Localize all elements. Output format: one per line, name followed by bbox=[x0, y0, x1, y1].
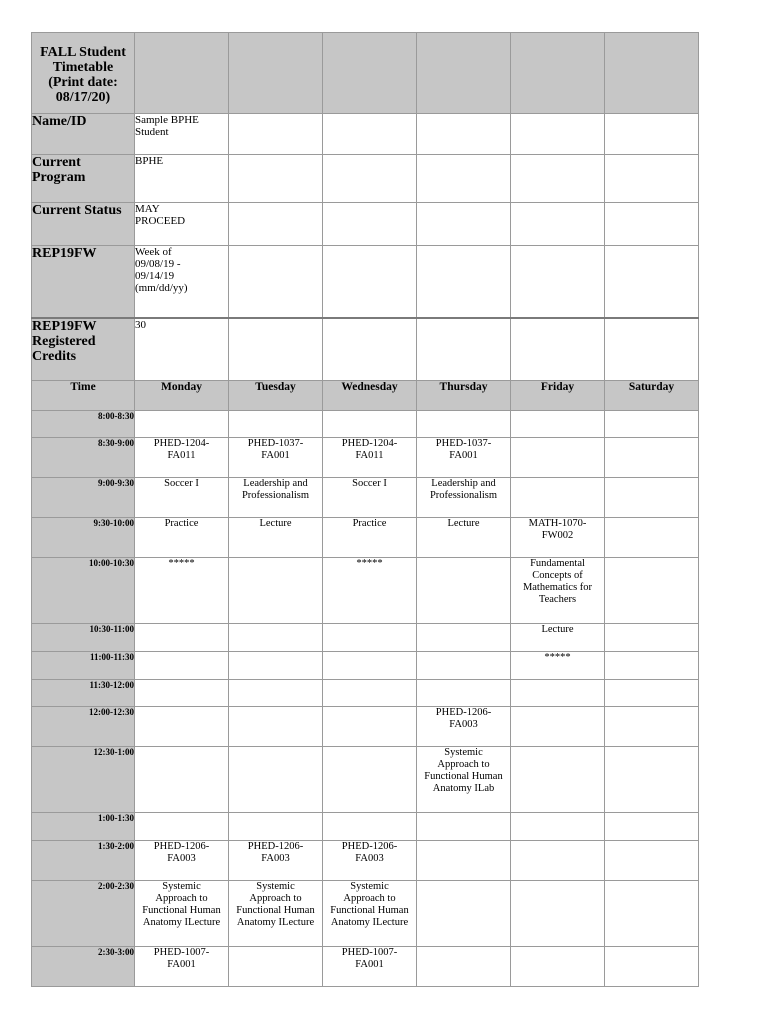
time-slot-row bbox=[32, 707, 699, 747]
name-id-value: Sample BPHE Student bbox=[135, 114, 229, 155]
class-cell-thursday bbox=[417, 652, 511, 680]
registered-credits-value: 30 bbox=[135, 318, 229, 381]
current-program-label: Current Program bbox=[32, 155, 135, 203]
class-cell-thursday bbox=[417, 947, 511, 987]
class-cell-monday bbox=[135, 624, 229, 652]
class-cell-tuesday: Lecture bbox=[229, 518, 323, 558]
time-slot-row bbox=[32, 680, 699, 707]
class-cell-wednesday bbox=[323, 680, 417, 707]
current-status-label: Current Status bbox=[32, 203, 135, 246]
class-cell-friday: Fundamental Concepts of Mathematics for Teachers bbox=[511, 558, 605, 624]
day-header-saturday: Saturday bbox=[605, 381, 699, 411]
class-cell-friday bbox=[511, 747, 605, 813]
class-cell-wednesday: Practice bbox=[323, 518, 417, 558]
class-cell-wednesday bbox=[323, 747, 417, 813]
time-slot-row bbox=[32, 478, 699, 518]
class-cell-tuesday bbox=[229, 947, 323, 987]
class-cell-friday bbox=[511, 881, 605, 947]
class-cell-wednesday: ***** bbox=[323, 558, 417, 624]
time-slot-label: 9:00-9:30 bbox=[32, 478, 135, 518]
class-cell-friday bbox=[511, 813, 605, 841]
class-cell-saturday bbox=[605, 411, 699, 438]
time-slot-row bbox=[32, 558, 699, 624]
class-cell-wednesday: Soccer I bbox=[323, 478, 417, 518]
class-cell-thursday bbox=[417, 680, 511, 707]
info-row-status bbox=[32, 203, 699, 246]
current-status-value: MAY PROCEED bbox=[135, 203, 229, 246]
day-header-wednesday: Wednesday bbox=[323, 381, 417, 411]
class-cell-tuesday bbox=[229, 652, 323, 680]
day-header-row bbox=[32, 381, 699, 411]
class-cell-tuesday: Systemic Approach to Functional Human Anatomy ILecture bbox=[229, 881, 323, 947]
time-slot-label: 10:30-11:00 bbox=[32, 624, 135, 652]
time-slot-label: 8:30-9:00 bbox=[32, 438, 135, 478]
class-cell-tuesday bbox=[229, 747, 323, 813]
header-blank bbox=[511, 33, 605, 114]
class-cell-saturday bbox=[605, 478, 699, 518]
class-cell-tuesday bbox=[229, 707, 323, 747]
info-row-week bbox=[32, 246, 699, 318]
class-cell-wednesday: PHED-1007- FA001 bbox=[323, 947, 417, 987]
name-id-label: Name/ID bbox=[32, 114, 135, 155]
day-header-tuesday: Tuesday bbox=[229, 381, 323, 411]
header-blank bbox=[229, 33, 323, 114]
class-cell-saturday bbox=[605, 652, 699, 680]
class-cell-saturday bbox=[605, 680, 699, 707]
class-cell-monday: PHED-1206- FA003 bbox=[135, 841, 229, 881]
time-slot-label: 9:30-10:00 bbox=[32, 518, 135, 558]
class-cell-saturday bbox=[605, 518, 699, 558]
class-cell-monday bbox=[135, 707, 229, 747]
time-slot-label: 12:00-12:30 bbox=[32, 707, 135, 747]
class-cell-monday: PHED-1204- FA011 bbox=[135, 438, 229, 478]
time-slot-label: 12:30-1:00 bbox=[32, 747, 135, 813]
class-cell-saturday bbox=[605, 947, 699, 987]
time-slot-label: 11:00-11:30 bbox=[32, 652, 135, 680]
time-slot-label: 2:30-3:00 bbox=[32, 947, 135, 987]
class-cell-saturday bbox=[605, 707, 699, 747]
time-slot-row bbox=[32, 813, 699, 841]
time-slot-row bbox=[32, 518, 699, 558]
class-cell-thursday bbox=[417, 411, 511, 438]
class-cell-monday bbox=[135, 813, 229, 841]
class-cell-thursday: Systemic Approach to Functional Human Anatomy ILab bbox=[417, 747, 511, 813]
class-cell-thursday: Leadership and Professionalism bbox=[417, 478, 511, 518]
class-cell-friday: Lecture bbox=[511, 624, 605, 652]
header-blank bbox=[417, 33, 511, 114]
class-cell-tuesday bbox=[229, 558, 323, 624]
class-cell-tuesday: PHED-1206- FA003 bbox=[229, 841, 323, 881]
class-cell-saturday bbox=[605, 841, 699, 881]
class-cell-monday bbox=[135, 411, 229, 438]
class-cell-friday: ***** bbox=[511, 652, 605, 680]
info-row-program bbox=[32, 155, 699, 203]
class-cell-saturday bbox=[605, 438, 699, 478]
class-cell-thursday bbox=[417, 841, 511, 881]
class-cell-friday bbox=[511, 680, 605, 707]
class-cell-saturday bbox=[605, 624, 699, 652]
class-cell-saturday bbox=[605, 881, 699, 947]
time-slot-row bbox=[32, 438, 699, 478]
registered-credits-label: REP19FW Registered Credits bbox=[32, 318, 135, 381]
timetable-title: FALL Student Timetable (Print date: 08/17/20) bbox=[32, 33, 135, 114]
class-cell-thursday bbox=[417, 558, 511, 624]
class-cell-saturday bbox=[605, 558, 699, 624]
info-row-credits bbox=[32, 318, 699, 381]
class-cell-monday: Soccer I bbox=[135, 478, 229, 518]
class-cell-wednesday bbox=[323, 707, 417, 747]
class-cell-thursday bbox=[417, 813, 511, 841]
info-row-name bbox=[32, 114, 699, 155]
class-cell-thursday: PHED-1037- FA001 bbox=[417, 438, 511, 478]
class-cell-friday bbox=[511, 478, 605, 518]
time-slot-label: 2:00-2:30 bbox=[32, 881, 135, 947]
time-slot-label: 10:00-10:30 bbox=[32, 558, 135, 624]
schedule-body bbox=[32, 411, 699, 987]
class-cell-friday bbox=[511, 841, 605, 881]
class-cell-wednesday bbox=[323, 624, 417, 652]
timetable-header-row bbox=[32, 33, 699, 114]
class-cell-thursday bbox=[417, 624, 511, 652]
class-cell-wednesday: PHED-1204- FA011 bbox=[323, 438, 417, 478]
time-slot-label: 11:30-12:00 bbox=[32, 680, 135, 707]
time-slot-label: 1:00-1:30 bbox=[32, 813, 135, 841]
class-cell-thursday: PHED-1206- FA003 bbox=[417, 707, 511, 747]
time-slot-label: 1:30-2:00 bbox=[32, 841, 135, 881]
time-slot-label: 8:00-8:30 bbox=[32, 411, 135, 438]
class-cell-wednesday: Systemic Approach to Functional Human Anatomy ILecture bbox=[323, 881, 417, 947]
class-cell-monday bbox=[135, 747, 229, 813]
class-cell-tuesday bbox=[229, 624, 323, 652]
class-cell-friday bbox=[511, 707, 605, 747]
day-header-thursday: Thursday bbox=[417, 381, 511, 411]
time-slot-row bbox=[32, 747, 699, 813]
class-cell-tuesday: Leadership and Professionalism bbox=[229, 478, 323, 518]
class-cell-friday bbox=[511, 438, 605, 478]
class-cell-wednesday: PHED-1206- FA003 bbox=[323, 841, 417, 881]
class-cell-tuesday bbox=[229, 813, 323, 841]
time-slot-row bbox=[32, 841, 699, 881]
rep19fw-label: REP19FW bbox=[32, 246, 135, 318]
time-slot-row bbox=[32, 624, 699, 652]
class-cell-thursday bbox=[417, 881, 511, 947]
class-cell-tuesday bbox=[229, 680, 323, 707]
class-cell-monday: PHED-1007- FA001 bbox=[135, 947, 229, 987]
time-slot-row bbox=[32, 652, 699, 680]
class-cell-wednesday bbox=[323, 813, 417, 841]
header-blank bbox=[323, 33, 417, 114]
rep19fw-week-value: Week of 09/08/19 - 09/14/19 (mm/dd/yy) bbox=[135, 246, 229, 318]
time-slot-row bbox=[32, 947, 699, 987]
class-cell-friday bbox=[511, 947, 605, 987]
class-cell-monday: Systemic Approach to Functional Human Anatomy ILecture bbox=[135, 881, 229, 947]
class-cell-tuesday: PHED-1037- FA001 bbox=[229, 438, 323, 478]
class-cell-saturday bbox=[605, 813, 699, 841]
time-slot-row bbox=[32, 881, 699, 947]
current-program-value: BPHE bbox=[135, 155, 229, 203]
class-cell-wednesday bbox=[323, 411, 417, 438]
class-cell-thursday: Lecture bbox=[417, 518, 511, 558]
class-cell-monday bbox=[135, 680, 229, 707]
header-blank bbox=[135, 33, 229, 114]
class-cell-monday: ***** bbox=[135, 558, 229, 624]
time-column-header: Time bbox=[32, 381, 135, 411]
time-slot-row bbox=[32, 411, 699, 438]
class-cell-saturday bbox=[605, 747, 699, 813]
class-cell-wednesday bbox=[323, 652, 417, 680]
day-header-friday: Friday bbox=[511, 381, 605, 411]
class-cell-monday bbox=[135, 652, 229, 680]
day-header-monday: Monday bbox=[135, 381, 229, 411]
class-cell-friday bbox=[511, 411, 605, 438]
class-cell-tuesday bbox=[229, 411, 323, 438]
class-cell-friday: MATH-1070- FW002 bbox=[511, 518, 605, 558]
student-timetable bbox=[31, 32, 699, 987]
header-blank bbox=[605, 33, 699, 114]
class-cell-monday: Practice bbox=[135, 518, 229, 558]
